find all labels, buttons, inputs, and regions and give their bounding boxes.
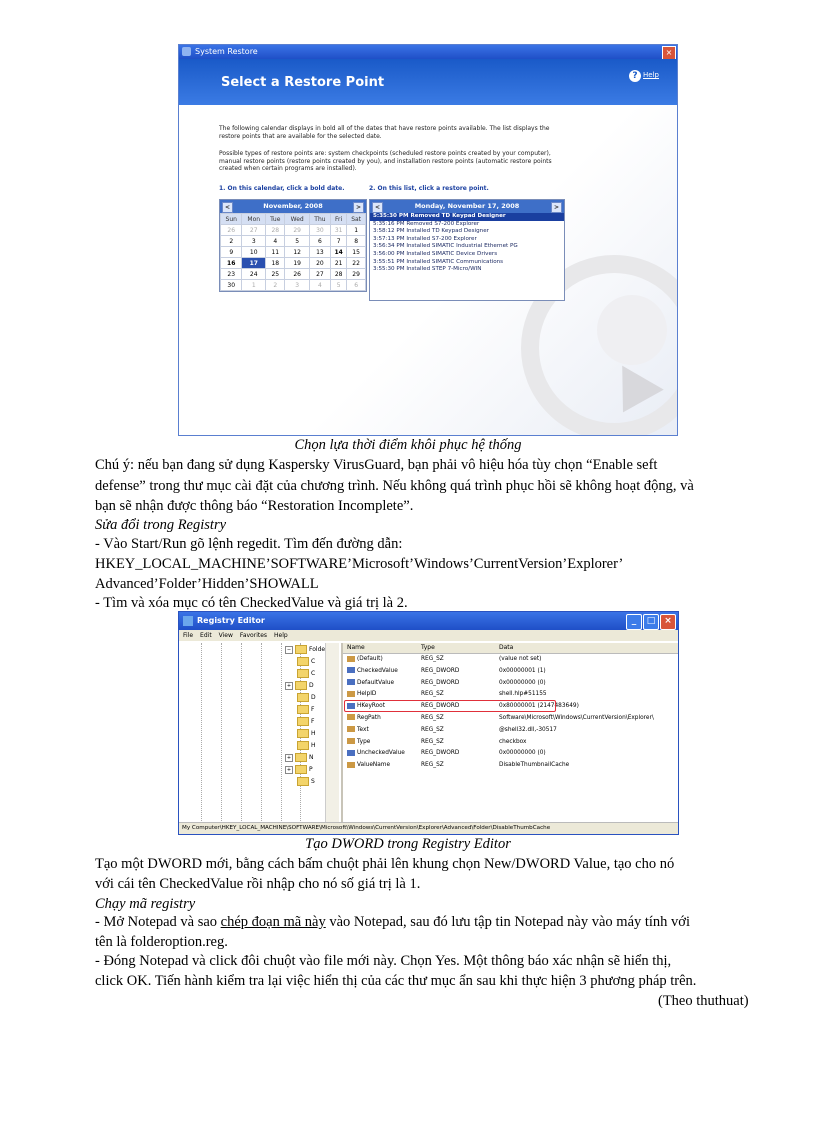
calendar-day[interactable]: 5 bbox=[285, 236, 309, 247]
menu-item-edit[interactable]: Edit bbox=[200, 632, 212, 639]
string-value-icon bbox=[347, 656, 355, 662]
expand-icon[interactable]: + bbox=[286, 682, 292, 689]
source-credit: (Theo thuthuat) bbox=[658, 993, 749, 1009]
folder-icon bbox=[297, 669, 309, 678]
string-value-icon bbox=[347, 714, 355, 720]
calendar-day[interactable]: 2 bbox=[221, 236, 242, 247]
tree-folder-label: C bbox=[311, 658, 316, 665]
restore-point-item[interactable]: 3:57:13 PM Installed S7-200 Explorer bbox=[373, 235, 477, 242]
calendar-day[interactable]: 6 bbox=[309, 236, 330, 247]
page-title: Select a Restore Point bbox=[221, 75, 385, 90]
string-value-icon bbox=[347, 762, 355, 768]
tree-folder[interactable] bbox=[297, 729, 316, 739]
calendar-day[interactable]: 6 bbox=[347, 280, 366, 291]
system-restore-icon bbox=[182, 47, 191, 56]
tree-folder[interactable] bbox=[297, 705, 314, 715]
tree-root-label: Folde bbox=[309, 646, 326, 653]
tree-folder-label: D bbox=[309, 682, 314, 689]
tree-folder[interactable] bbox=[297, 657, 315, 667]
table-row[interactable] bbox=[343, 760, 678, 772]
folder-icon bbox=[295, 645, 307, 654]
menu-bar bbox=[179, 630, 678, 641]
expand-icon[interactable]: + bbox=[286, 754, 292, 761]
value-type: REG_DWORD bbox=[421, 750, 460, 757]
paragraph-dword-line1: Tạo một DWORD mới, bằng cách bấm chuột phải lên khung chọn New/DWORD Value, tạo cho nó bbox=[95, 856, 675, 872]
folder-icon bbox=[295, 681, 307, 690]
table-row[interactable] bbox=[343, 713, 678, 725]
value-name-text: Type bbox=[357, 738, 371, 745]
calendar-day[interactable]: 25 bbox=[266, 269, 285, 280]
types-text: Possible types of restore points are: system checkpoints (scheduled restore points created by your computer), manual restore points (restore points created by you), and installation restore points (automatic restore points created when certain programs are installed). bbox=[219, 150, 552, 172]
weekday-label: Mon bbox=[242, 214, 266, 225]
help-icon[interactable]: ? bbox=[629, 70, 641, 82]
close-button[interactable]: × bbox=[660, 614, 676, 630]
restore-point-item[interactable]: 3:58:12 PM Installed TD Keypad Designer bbox=[373, 228, 489, 235]
value-type: REG_SZ bbox=[421, 656, 444, 662]
value-name-text: Text bbox=[357, 726, 369, 733]
tree-folder-label: F bbox=[311, 706, 315, 713]
weekday-label: Wed bbox=[285, 214, 309, 225]
paragraph-registry-line1: - Vào Start/Run gõ lệnh regedit. Tìm đến đường dẫn: bbox=[95, 536, 403, 552]
folder-icon bbox=[297, 741, 309, 750]
tree-folder[interactable] bbox=[297, 693, 316, 703]
calendar-day[interactable]: 15 bbox=[347, 247, 366, 258]
string-value-icon bbox=[347, 691, 355, 697]
paragraph-note-line3: bạn sẽ nhận được thông báo “Restoration Incomplete”. bbox=[95, 498, 414, 514]
heading-run-registry: Chạy mã registry bbox=[95, 896, 196, 912]
calendar-day[interactable]: 20 bbox=[309, 258, 330, 269]
string-value-icon bbox=[347, 726, 355, 732]
caption-registry: Tạo DWORD trong Registry Editor bbox=[305, 836, 511, 852]
calendar-day[interactable]: 28 bbox=[331, 269, 347, 280]
paragraph-dword-line2: với cái tên CheckedValue rồi nhập cho nó số giá trị là 1. bbox=[95, 876, 421, 892]
table-row[interactable] bbox=[343, 748, 678, 760]
restore-point-list bbox=[369, 199, 565, 301]
table-row[interactable] bbox=[343, 654, 678, 666]
calendar-day[interactable]: 5 bbox=[331, 280, 347, 291]
weekday-label: Thu bbox=[309, 214, 330, 225]
calendar-day[interactable]: 3 bbox=[242, 236, 266, 247]
calendar-day[interactable]: 7 bbox=[331, 236, 347, 247]
table-row[interactable] bbox=[343, 678, 678, 690]
calendar-day[interactable]: 28 bbox=[266, 225, 285, 236]
value-list bbox=[343, 643, 678, 823]
value-data: Software\Microsoft\Windows\CurrentVersion\Explorer\ bbox=[499, 714, 654, 721]
column-header bbox=[343, 643, 678, 654]
tree-folder[interactable] bbox=[297, 777, 315, 787]
notepad-text-end: vào Notepad, sau đó lưu tập tin Notepad này vào máy tính với bbox=[325, 914, 691, 930]
paragraph-close-line1: - Đóng Notepad và click đôi chuột vào file mới này. Chọn Yes. Một thông báo xác nhận sẽ hiển thị, bbox=[95, 953, 672, 969]
calendar-day[interactable]: 17 bbox=[242, 258, 266, 269]
binary-value-icon bbox=[347, 667, 355, 673]
collapse-icon[interactable]: − bbox=[286, 646, 292, 653]
calendar-day[interactable]: 1 bbox=[347, 225, 366, 236]
registry-path-line1: HKEY_LOCAL_MACHINE’SOFTWARE’Microsoft’Windows’CurrentVersion’Explorer’ bbox=[95, 556, 624, 572]
value-type: REG_DWORD bbox=[421, 703, 460, 710]
regedit-icon bbox=[183, 616, 193, 626]
paragraph-registry-line4: - Tìm và xóa mục có tên CheckedValue và giá trị là 2. bbox=[95, 595, 408, 611]
binary-value-icon bbox=[347, 750, 355, 756]
value-name-text: HelpID bbox=[357, 691, 377, 698]
restore-point-item[interactable]: 3:55:51 PM Installed SIMATIC Communications bbox=[373, 258, 504, 265]
notepad-text-start: - Mở Notepad và sao bbox=[95, 914, 221, 930]
folder-icon bbox=[297, 693, 309, 702]
folder-icon bbox=[297, 777, 309, 786]
calendar-day[interactable]: 12 bbox=[285, 247, 309, 258]
paragraph-note-line1: Chú ý: nếu bạn đang sử dụng Kaspersky VirusGuard, bạn phải vô hiệu hóa tùy chọn “Enable seft bbox=[95, 457, 658, 473]
calendar-day[interactable]: 16 bbox=[221, 258, 242, 269]
registry-editor-screenshot bbox=[178, 611, 679, 835]
restore-point-item[interactable]: 3:56:34 PM Installed SIMATIC Industrial Ethernet PG bbox=[373, 243, 518, 250]
paragraph-close-line2: click OK. Tiến hành kiểm tra lại việc hiển thị của các thư mục ẩn sau khi thực hiện 3 phương pháp trên. bbox=[95, 973, 697, 989]
value-type: REG_SZ bbox=[421, 738, 444, 745]
value-data: 0x80000001 (2147483649) bbox=[499, 703, 579, 710]
window-titlebar bbox=[179, 45, 677, 59]
value-name-text: HKeyRoot bbox=[357, 703, 386, 710]
calendar-day[interactable]: 1 bbox=[242, 280, 266, 291]
calendar-grid bbox=[220, 213, 366, 291]
tree-folder[interactable] bbox=[286, 765, 313, 775]
value-data: DisableThumbnailCache bbox=[499, 762, 570, 769]
calendar bbox=[219, 199, 367, 292]
next-day-button[interactable]: > bbox=[551, 202, 562, 213]
value-data: checkbox bbox=[499, 738, 527, 745]
restore-point-item[interactable]: 3:55:30 PM Installed STEP 7-Micro/WIN bbox=[373, 266, 482, 273]
table-row[interactable] bbox=[343, 666, 678, 678]
weekday-label: Fri bbox=[331, 214, 347, 225]
calendar-day[interactable]: 30 bbox=[221, 280, 242, 291]
calendar-day[interactable]: 26 bbox=[285, 269, 309, 280]
prev-day-button[interactable]: < bbox=[372, 202, 383, 213]
calendar-day[interactable]: 3 bbox=[285, 280, 309, 291]
step-1-label: 1. On this calendar, click a bold date. bbox=[219, 185, 345, 192]
tree-folder-label: S bbox=[311, 778, 315, 785]
next-month-button[interactable]: > bbox=[353, 202, 364, 213]
calendar-header bbox=[220, 200, 366, 213]
binary-value-icon bbox=[347, 679, 355, 685]
tree-folder[interactable] bbox=[286, 753, 314, 763]
value-name bbox=[347, 737, 370, 749]
calendar-day[interactable]: 26 bbox=[221, 225, 242, 236]
tree-folder-label: C bbox=[311, 670, 316, 677]
value-name-text: CheckedValue bbox=[357, 667, 398, 674]
tree-folder-label: D bbox=[311, 694, 316, 701]
clock-watermark-center bbox=[597, 295, 667, 365]
restore-point-item[interactable]: 5:35:30 PM Removed TD Keypad Designer bbox=[370, 213, 564, 221]
calendar-day[interactable]: 24 bbox=[242, 269, 266, 280]
column-name[interactable]: Name bbox=[347, 644, 365, 651]
calendar-day[interactable]: 4 bbox=[309, 280, 330, 291]
value-name bbox=[347, 760, 390, 772]
weekday-label: Sat bbox=[347, 214, 366, 225]
calendar-day[interactable]: 22 bbox=[347, 258, 366, 269]
value-type: REG_DWORD bbox=[421, 667, 460, 674]
calendar-day[interactable]: 31 bbox=[331, 225, 347, 236]
calendar-day[interactable]: 23 bbox=[221, 269, 242, 280]
tree-folder[interactable] bbox=[297, 717, 314, 727]
calendar-day[interactable]: 27 bbox=[242, 225, 266, 236]
paragraph-notepad-line2: tên là folderoption.reg. bbox=[95, 934, 228, 950]
value-name bbox=[347, 666, 398, 678]
tree-scrollbar[interactable] bbox=[325, 643, 339, 823]
tree-folder-label: H bbox=[311, 730, 316, 737]
calendar-day[interactable]: 13 bbox=[309, 247, 330, 258]
tree-folder[interactable] bbox=[286, 681, 314, 691]
expand-icon[interactable]: + bbox=[286, 766, 292, 773]
folder-icon bbox=[295, 765, 307, 774]
maximize-button[interactable]: □ bbox=[643, 614, 659, 630]
value-name-text: (Default) bbox=[357, 656, 383, 662]
tree-folder[interactable] bbox=[297, 741, 316, 751]
window-title: Registry Editor bbox=[197, 616, 265, 625]
value-name bbox=[347, 713, 381, 725]
value-data: 0x00000000 (0) bbox=[499, 750, 546, 757]
value-data: 0x00000001 (1) bbox=[499, 667, 546, 674]
value-type: REG_SZ bbox=[421, 726, 444, 733]
menu-item-view[interactable]: View bbox=[218, 632, 233, 639]
tree-folder-label: P bbox=[309, 766, 313, 773]
calendar-day[interactable]: 4 bbox=[266, 236, 285, 247]
paragraph-notepad-line1 bbox=[95, 914, 690, 931]
minimize-button[interactable]: _ bbox=[626, 614, 642, 630]
restore-point-item[interactable]: 5:35:16 PM Removed S7-200 Explorer bbox=[373, 220, 480, 227]
tree-folder[interactable] bbox=[297, 669, 315, 679]
value-name-text: RegPath bbox=[357, 714, 381, 721]
paragraph-note-line2: defense” trong thư mục cài đặt của chương trình. Nếu không quá trình phục hồi sẽ không hoạt động, và bbox=[95, 478, 694, 494]
value-data: (value not set) bbox=[499, 656, 542, 662]
registry-path-line2: Advanced’Folder’Hidden’SHOWALL bbox=[95, 576, 319, 592]
window-title: System Restore bbox=[195, 47, 258, 56]
close-button[interactable]: × bbox=[662, 46, 676, 60]
calendar-day[interactable]: 27 bbox=[309, 269, 330, 280]
value-data: shell.hlp#51155 bbox=[499, 691, 547, 698]
value-name-text: ValueName bbox=[357, 762, 391, 769]
value-type: REG_SZ bbox=[421, 691, 444, 698]
calendar-day[interactable]: 9 bbox=[221, 247, 242, 258]
calendar-day[interactable]: 2 bbox=[266, 280, 285, 291]
wizard-header bbox=[179, 59, 677, 105]
tree-folder-root[interactable] bbox=[285, 645, 325, 655]
calendar-day[interactable]: 10 bbox=[242, 247, 266, 258]
step-2-label: 2. On this list, click a restore point. bbox=[369, 185, 489, 192]
key-tree bbox=[181, 643, 343, 823]
restore-point-item[interactable]: 3:56:00 PM Installed SIMATIC Device Drivers bbox=[373, 250, 498, 257]
restore-list-date: Monday, November 17, 2008 bbox=[414, 202, 520, 210]
intro-text: The following calendar displays in bold all of the dates that have restore points available. The list displays the restore points that are available for the selected date. bbox=[219, 125, 550, 140]
wizard-body bbox=[179, 105, 677, 435]
calendar-day[interactable]: 18 bbox=[266, 258, 285, 269]
table-row[interactable] bbox=[343, 737, 678, 749]
tree-folder-label: F bbox=[311, 718, 315, 725]
value-name bbox=[347, 654, 383, 666]
weekday-label: Sun bbox=[221, 214, 242, 225]
code-link[interactable]: chép đoạn mã này bbox=[220, 914, 326, 930]
column-type[interactable]: Type bbox=[421, 644, 435, 651]
prev-month-button[interactable]: < bbox=[222, 202, 233, 213]
value-data: 0x00000000 (0) bbox=[499, 679, 546, 686]
weekday-label: Tue bbox=[266, 214, 285, 225]
value-type: REG_SZ bbox=[421, 762, 444, 769]
calendar-day[interactable]: 30 bbox=[309, 225, 330, 236]
calendar-day[interactable]: 19 bbox=[285, 258, 309, 269]
heading-registry: Sửa đổi trong Registry bbox=[95, 517, 227, 533]
table-row[interactable] bbox=[343, 725, 678, 737]
folder-icon bbox=[295, 753, 307, 762]
value-name bbox=[347, 748, 405, 760]
folder-icon bbox=[297, 705, 309, 714]
calendar-day[interactable]: 29 bbox=[347, 269, 366, 280]
tree-folder-label: H bbox=[311, 742, 316, 749]
calendar-day[interactable]: 14 bbox=[331, 247, 347, 258]
string-value-icon bbox=[347, 738, 355, 744]
value-name-text: UncheckedValue bbox=[357, 750, 405, 757]
value-name bbox=[347, 725, 369, 737]
folder-icon bbox=[297, 657, 309, 666]
value-name-text: DefaultValue bbox=[357, 679, 395, 686]
menu-item-favorites[interactable]: Favorites bbox=[239, 632, 268, 639]
status-bar: My Computer\HKEY_LOCAL_MACHINE\SOFTWARE\Microsoft\Windows\CurrentVersion\Explorer\Advanced\Folder\DisableThumbCache bbox=[179, 822, 678, 834]
menu-item-help[interactable]: Help bbox=[274, 632, 288, 639]
caption-restore: Chọn lựa thời điểm khôi phục hệ thống bbox=[294, 437, 522, 453]
value-data: @shell32.dll,-30517 bbox=[499, 726, 557, 733]
calendar-day[interactable]: 11 bbox=[266, 247, 285, 258]
window-titlebar bbox=[179, 612, 678, 630]
value-type: REG_SZ bbox=[421, 714, 444, 721]
help-link[interactable]: Help bbox=[643, 71, 659, 79]
value-name bbox=[347, 678, 394, 690]
folder-icon bbox=[297, 717, 309, 726]
restore-list-header bbox=[370, 200, 564, 213]
system-restore-screenshot bbox=[178, 44, 678, 436]
value-type: REG_DWORD bbox=[421, 679, 460, 686]
checkedvalue-highlight bbox=[344, 700, 556, 712]
column-data[interactable]: Data bbox=[499, 644, 514, 651]
menu-item-file[interactable]: File bbox=[183, 632, 194, 639]
calendar-day[interactable]: 29 bbox=[285, 225, 309, 236]
tree-folder-label: N bbox=[309, 754, 314, 761]
calendar-month: November, 2008 bbox=[263, 202, 323, 210]
folder-icon bbox=[297, 729, 309, 738]
calendar-day[interactable]: 21 bbox=[331, 258, 347, 269]
calendar-day[interactable]: 8 bbox=[347, 236, 366, 247]
